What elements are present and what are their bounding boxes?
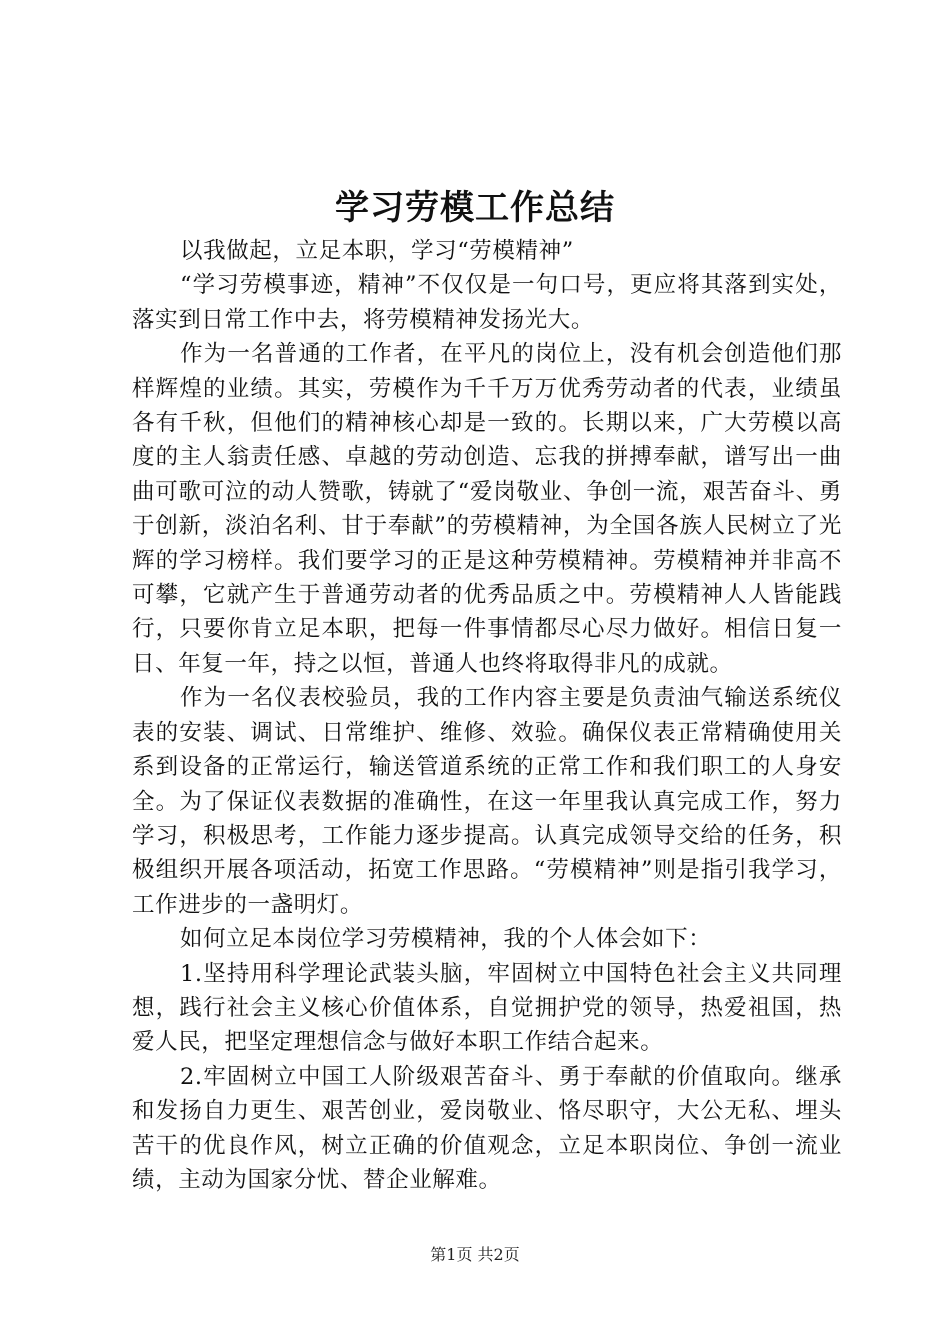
page-number-footer: 第1页 共2页 [430, 1245, 520, 1264]
paragraph: “学习劳模事迹，精神”不仅仅是一句口号，更应将其落到实处，落实到日常工作中去，将劳模精神发扬光大。 [132, 272, 842, 333]
paragraph: 作为一名仪表校验员，我的工作内容主要是负责油气输送系统仪表的安装、调试、日常维护、维修、效验。确保仪表正常精确使用关系到设备的正常运行，输送管道系统的正常工作和我们职工的人身安全。为了保证仪表数据的准确性，在这一年里我认真完成工作，努力学习，积极思考，工作能力逐步提高。认真完成领导交给的任务，积极组织开展各项活动，拓宽工作思路。“劳模精神”则是指引我学习，工作进步的一盏明灯。 [132, 685, 842, 918]
paragraph: 如何立足本岗位学习劳模精神，我的个人体会如下： [180, 926, 712, 953]
document-body [132, 234, 842, 1197]
paragraph-list-item: 1.坚持用科学理论武装头脑，牢固树立中国特色社会主义共同理想，践行社会主义核心价值体系，自觉拥护党的领导，热爱祖国，热爱人民，把坚定理想信念与做好本职工作结合起来。 [132, 960, 842, 1056]
paragraph-subtitle: 以我做起，立足本职，学习“劳模精神” [180, 238, 574, 264]
paragraph: 作为一名普通的工作者，在平凡的岗位上，没有机会创造他们那样辉煌的业绩。其实，劳模作为千千万万优秀劳动者的代表，业绩虽各有千秋，但他们的精神核心却是一致的。长期以来，广大劳模以高度的主人翁责任感、卓越的劳动创造、忘我的拼搏奉献，谱写出一曲曲可歌可泣的动人赞歌，铸就了“爱岗敬业、争创一流，艰苦奋斗、勇于创新，淡泊名利、甘于奉献”的劳模精神，为全国各族人民树立了光辉的学习榜样。我们要学习的正是这种劳模精神。劳模精神并非高不可攀，它就产生于普通劳动者的优秀品质之中。劳模精神人人皆能践行，只要你肯立足本职，把每一件事情都尽心尽力做好。相信日复一日、年复一年，持之以恒，普通人也终将取得非凡的成就。 [132, 341, 842, 677]
paragraph-list-item: 2.牢固树立中国工人阶级艰苦奋斗、勇于奉献的价值取向。继承和发扬自力更生、艰苦创业，爱岗敬业、恪尽职守，大公无私、埋头苦干的优良作风，树立正确的价值观念，立足本职岗位、争创一流业绩，主动为国家分忧、替企业解难。 [132, 1063, 842, 1193]
document-title: 学习劳模工作总结 [335, 188, 615, 228]
